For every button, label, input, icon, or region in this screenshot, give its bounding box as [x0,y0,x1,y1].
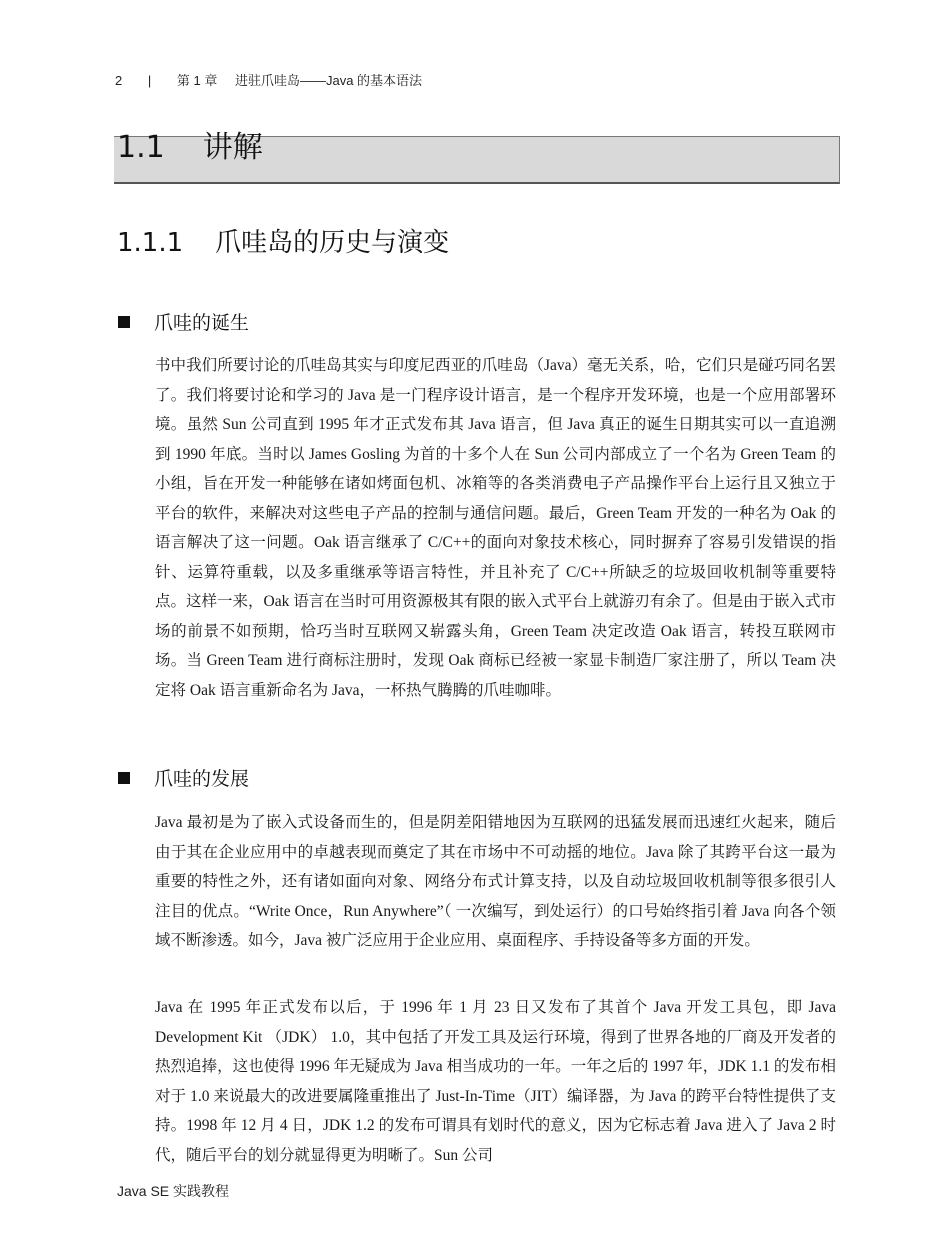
running-header [115,70,422,89]
square-bullet-icon [118,316,130,328]
topic-heading-text: 爪哇的诞生 [154,312,250,334]
footer-book-title: Java SE 实践教程 [117,1183,230,1199]
topic-heading-development [118,764,249,791]
subsection-number: 1.1.1 [117,228,184,258]
section-title: 讲解 [202,130,263,165]
subsection-title: 爪哇岛的历史与演变 [215,228,450,258]
page-number: 2 [115,73,123,88]
paragraph-development-2: Java 在 1995 年正式发布以后，于 1996 年 1 月 23 日又发布了其首个 Java 开发工具包，即 Java Development Kit （JDK） 1.0，其中包括了开发工具及运行环境，得到了世界各地的厂商及开发者的热烈追捧，这也使得 1996 年无疑成为 Java 相当成功的一年。一年之后的 1997 年，JDK 1.1 的发布相对于 1.0 来说最大的改进要属隆重推出了 Just-In-Time（JIT）编译器，为 Java 的跨平台特性提供了支持。1998 年 12 月 4 日，JDK 1.2 的发布可谓具有划时代的意义，因为它标志着 Java 进入了 Java 2 时代，随后平台的划分就显得更为明晰了。Sun 公司 [155,999,836,1164]
section-number: 1.1 [117,130,165,165]
paragraph-birth: 书中我们所要讨论的爪哇岛其实与印度尼西亚的爪哇岛（Java）毫无关系，哈，它们只是碰巧同名罢了。我们将要讨论和学习的 Java 是一门程序设计语言，是一个程序开发环境，也是一个应用部署环境。虽然 Sun 公司直到 1995 年才正式发布其 Java 语言，但 Java 真正的诞生日期其实可以一直追溯到 1990 年底。当时以 James Gosling 为首的十多个人在 Sun 公司内部成立了一个名为 Green Team 的小组，旨在开发一种能够在诸如烤面包机、冰箱等的各类消费电子产品操作平台上运行且又独立于平台的软件，来解决对这些电子产品的控制与通信问题。最后，Green Team 开发的一种名为 Oak 的语言解决了这一问题。Oak 语言继承了 C/C++的面向对象技术核心，同时摒弃了容易引发错误的指针、运算符重载，以及多重继承等语言特性，并且补充了 C/C++所缺乏的垃圾回收机制等重要特点。这样一来，Oak 语言在当时可用资源极其有限的嵌入式平台上就游刃有余了。但是由于嵌入式市场的前景不如预期，恰巧当时互联网又崭露头角，Green Team 决定改造 Oak 语言，转投互联网市场。当 Green Team 进行商标注册时，发现 Oak 商标已经被一家显卡制造厂家注册了，所以 Team 决定将 Oak 语言重新命名为 Java，一杯热气腾腾的爪哇咖啡。 [155,357,836,699]
chapter-title: 进驻爪哇岛——Java 的基本语法 [234,73,423,88]
subsection-heading [117,222,449,259]
chapter-label: 第 1 章 [176,73,218,88]
topic-heading-text: 爪哇的发展 [154,768,250,790]
section-heading [117,122,263,166]
paragraph-development-1: Java 最初是为了嵌入式设备而生的，但是阴差阳错地因为互联网的迅猛发展而迅速红火起来，随后由于其在企业应用中的卓越表现而奠定了其在市场中不可动摇的地位。Java 除了其跨平台这一最为重要的特性之外，还有诸如面向对象、网络分布式计算支持，以及自动垃圾回收机制等很多很引人注目的优点。“Write Once，Run Anywhere”（ 一次编写，到处运行）的口号始终指引着 Java 向各个领域不断渗透。如今，Java 被广泛应用于企业应用、桌面程序、手持设备等多方面的开发。 [155,814,836,949]
square-bullet-icon [118,772,130,784]
topic-heading-birth [118,308,249,335]
header-separator: | [147,73,152,88]
